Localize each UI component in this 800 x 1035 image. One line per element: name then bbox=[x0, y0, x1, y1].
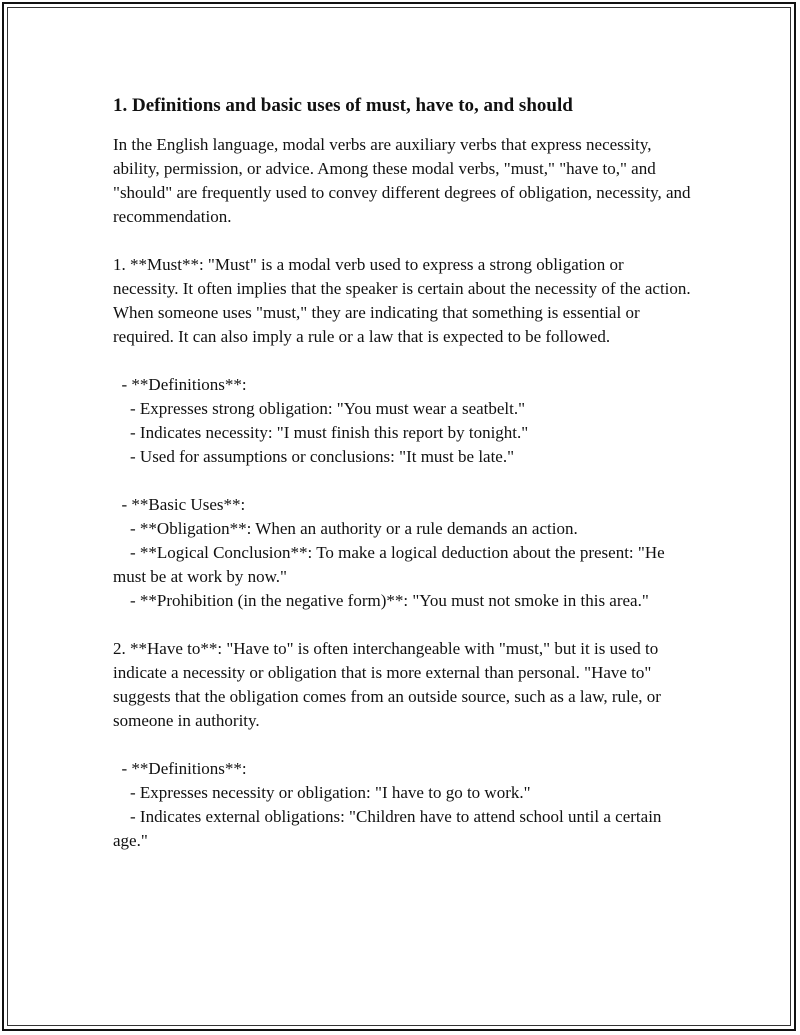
have-to-paragraph: 2. **Have to**: "Have to" is often interchangeable with "must," but it is used to indicate a necessity or obligation that is more external than personal. "Have to" suggests that the obligation comes from an outside source, such as a law, rule, or someone in authority. bbox=[113, 639, 666, 730]
section-heading: 1. Definitions and basic uses of must, have to, and should bbox=[113, 95, 573, 116]
list-item: - **Prohibition (in the negative form)**: "You must not smoke in this area." bbox=[113, 591, 649, 610]
spacer bbox=[113, 613, 693, 637]
must-basic-uses-list bbox=[113, 493, 693, 613]
intro-paragraph: In the English language, modal verbs are auxiliary verbs that express necessity, ability, permission, or advice. Among these modal verbs, "must," "have to," and "should" are frequently used to convey different degrees of obligation, necessity, and recommendation. bbox=[113, 135, 695, 226]
have-to-definitions-list bbox=[113, 757, 693, 853]
list-item: - **Obligation**: When an authority or a rule demands an action. bbox=[113, 519, 578, 538]
must-paragraph: 1. **Must**: "Must" is a modal verb used to express a strong obligation or necessity. It often implies that the speaker is certain about the necessity of the action. When someone uses "must," they are indicating that something is essential or required. It can also imply a rule or a law that is expected to be followed. bbox=[113, 255, 695, 346]
must-definitions-list bbox=[113, 373, 693, 469]
spacer bbox=[113, 469, 693, 493]
list-item: - Indicates external obligations: "Children have to attend school until a certain age." bbox=[113, 807, 666, 850]
list-item: - Used for assumptions or conclusions: "It must be late." bbox=[113, 447, 515, 466]
must-basic-uses-header: - **Basic Uses**: bbox=[113, 495, 246, 514]
list-item: - Expresses necessity or obligation: "I have to go to work." bbox=[113, 783, 531, 802]
list-item: - Expresses strong obligation: "You must wear a seatbelt." bbox=[113, 399, 526, 418]
list-item: - Indicates necessity: "I must finish this report by tonight." bbox=[113, 423, 529, 442]
list-item: - **Logical Conclusion**: To make a logical deduction about the present: "He must be at work by now." bbox=[113, 543, 669, 586]
document-body bbox=[113, 94, 693, 853]
have-to-definitions-header: - **Definitions**: bbox=[113, 759, 247, 778]
must-definitions-header: - **Definitions**: bbox=[113, 375, 247, 394]
